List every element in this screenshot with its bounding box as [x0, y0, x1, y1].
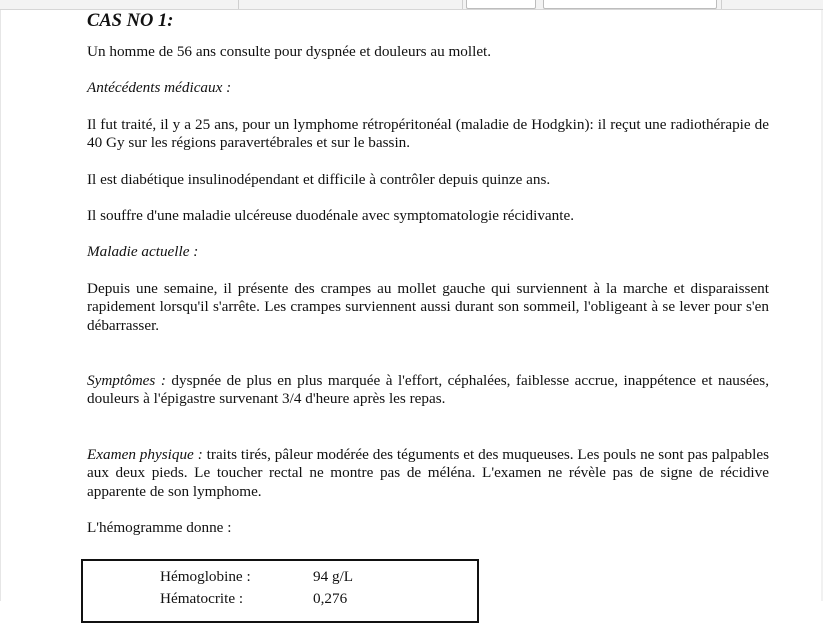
examen-label: Examen physique :	[87, 445, 203, 463]
symptomes-paragraph	[87, 372, 769, 409]
maladie-paragraph: Depuis une semaine, il présente des crampes au mollet gauche qui surviennent à la marche et disparaissent rapidement lorsqu'il s'arrête. Les crampes surviennent aussi durant son sommeil, l'obligeant à se lever pour s'en débarrasser.	[87, 279, 769, 334]
hemogramme-label: Hématocrite :	[160, 590, 244, 607]
hemogramme-table	[81, 559, 479, 623]
document-page	[87, 10, 769, 538]
antecedent-paragraph: Il est diabétique insulinodépendant et difficile à contrôler depuis quinze ans.	[87, 170, 551, 188]
toolbar-field[interactable]	[466, 0, 536, 9]
page-left-edge	[0, 10, 1, 601]
hemogramme-value: 0,276	[313, 590, 348, 607]
hemogramme-row	[160, 590, 348, 608]
symptomes-label: Symptômes :	[87, 372, 166, 390]
toolbar-separator	[238, 0, 239, 9]
toolbar-separator	[721, 0, 722, 9]
toolbar-field[interactable]	[543, 0, 717, 9]
antecedent-paragraph: Il souffre d'une maladie ulcéreuse duodénale avec symptomatologie récidivante.	[87, 207, 575, 225]
hemogramme-value: 94 g/L	[313, 568, 354, 585]
hemogramme-intro: L'hémogramme donne :	[87, 519, 232, 537]
intro-paragraph: Un homme de 56 ans consulte pour dyspnée et douleurs au mollet.	[87, 43, 492, 60]
antecedent-paragraph: Il fut traité, il y a 25 ans, pour un lymphome rétropéritonéal (maladie de Hodgkin): il reçut une radiothérapie de 40 Gy sur les régions paravertébrales et sur le bassin.	[87, 115, 769, 152]
toolbar-separator	[462, 0, 463, 9]
case-title: CAS NO 1:	[87, 11, 174, 31]
examen-paragraph	[87, 446, 769, 501]
symptomes-text: dyspnée de plus en plus marquée à l'effort, céphalées, faiblesse accrue, inappétence et nausées, douleurs à l'épigastre survenant 3/4 d'heure après les repas.	[87, 372, 770, 408]
antecedents-heading: Antécédents médicaux :	[87, 79, 232, 97]
hemogramme-label: Hémoglobine :	[160, 568, 251, 585]
maladie-heading: Maladie actuelle :	[87, 243, 199, 261]
examen-text: traits tirés, pâleur modérée des téguments et des muqueuses. Les pouls ne sont pas palpables aux deux pieds. Le toucher rectal ne montre pas de méléna. L'examen ne révèle pas de signe de récidive apparente de son lymphome.	[87, 445, 770, 500]
toolbar-strip	[0, 0, 823, 10]
hemogramme-row	[160, 568, 354, 586]
